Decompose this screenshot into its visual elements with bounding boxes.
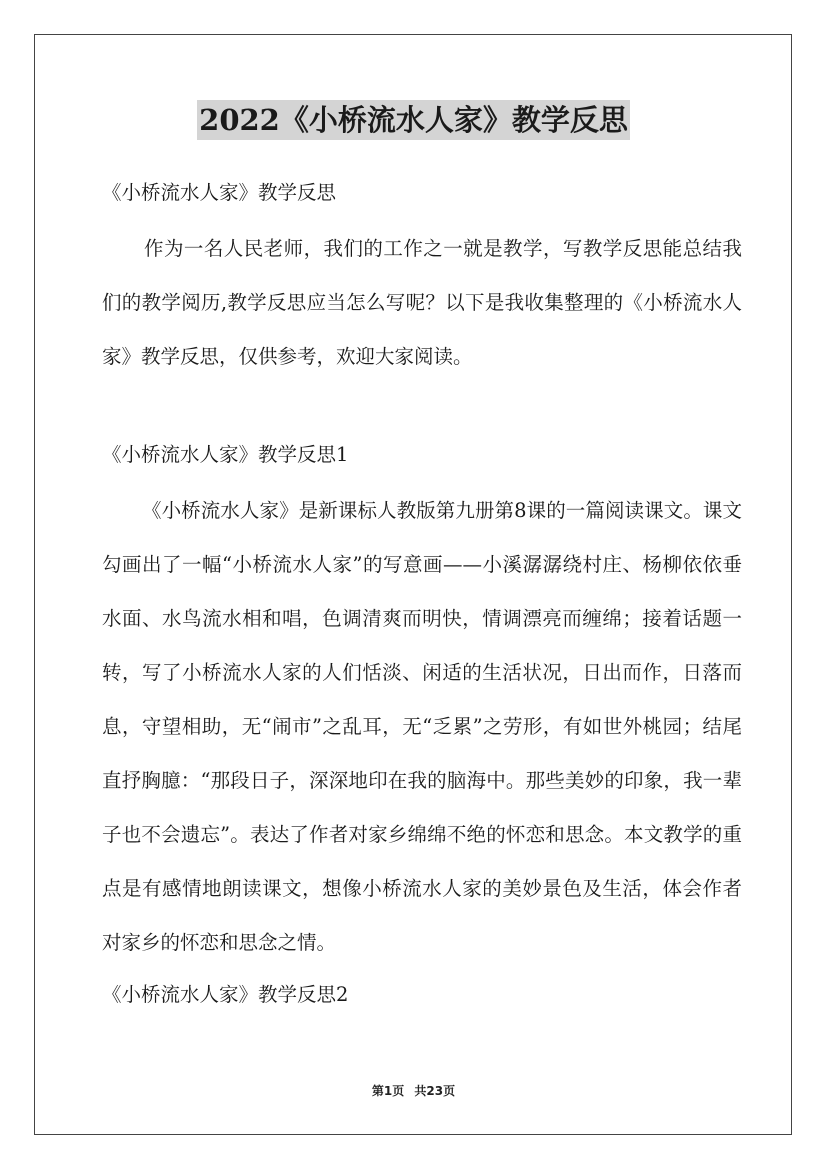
section-1-paragraph: 《小桥流水人家》是新课标人教版第九册第8课的一篇阅读课文。课文勾画出了一幅“小桥流水人家”的写意画——小溪潺潺绕村庄、杨柳依依垂水面、水鸟流水相和唱，色调清爽而明快，情调漂亮而缠绵；接着话题一转，写了小桥流水人家的人们恬淡、闲适的生活状况，日出而作，日落而息，守望相助，无“闹市”之乱耳，无“乏累”之劳形，有如世外桃园；结尾直抒胸臆：“那段日子，深深地印在我的脑海中。那些美妙的印象，我一辈子也不会遗忘”。表达了作者对家乡绵绵不绝的怀恋和思念。本文教学的重点是有感情地朗读课文，想像小桥流水人家的美妙景色及生活，体会作者对家乡的怀恋和思念之情。 bbox=[102, 499, 742, 954]
document-title: 2022《小桥流水人家》教学反思 bbox=[197, 100, 630, 140]
section-2-heading: 《小桥流水人家》教学反思2 bbox=[102, 983, 349, 1006]
document-body bbox=[102, 168, 742, 1020]
title-container bbox=[0, 100, 827, 140]
section-1-heading: 《小桥流水人家》教学反思1 bbox=[102, 443, 349, 466]
page-number: 第1页 bbox=[371, 1084, 405, 1098]
intro-heading: 《小桥流水人家》教学反思 bbox=[102, 181, 337, 204]
page-footer bbox=[0, 1082, 827, 1099]
page-total: 共23页 bbox=[414, 1084, 456, 1098]
intro-paragraph: 作为一名人民老师，我们的工作之一就是教学，写教学反思能总结我们的教学阅历,教学反思应当怎么写呢？以下是我收集整理的《小桥流水人家》教学反思，仅供参考，欢迎大家阅读。 bbox=[102, 237, 742, 368]
